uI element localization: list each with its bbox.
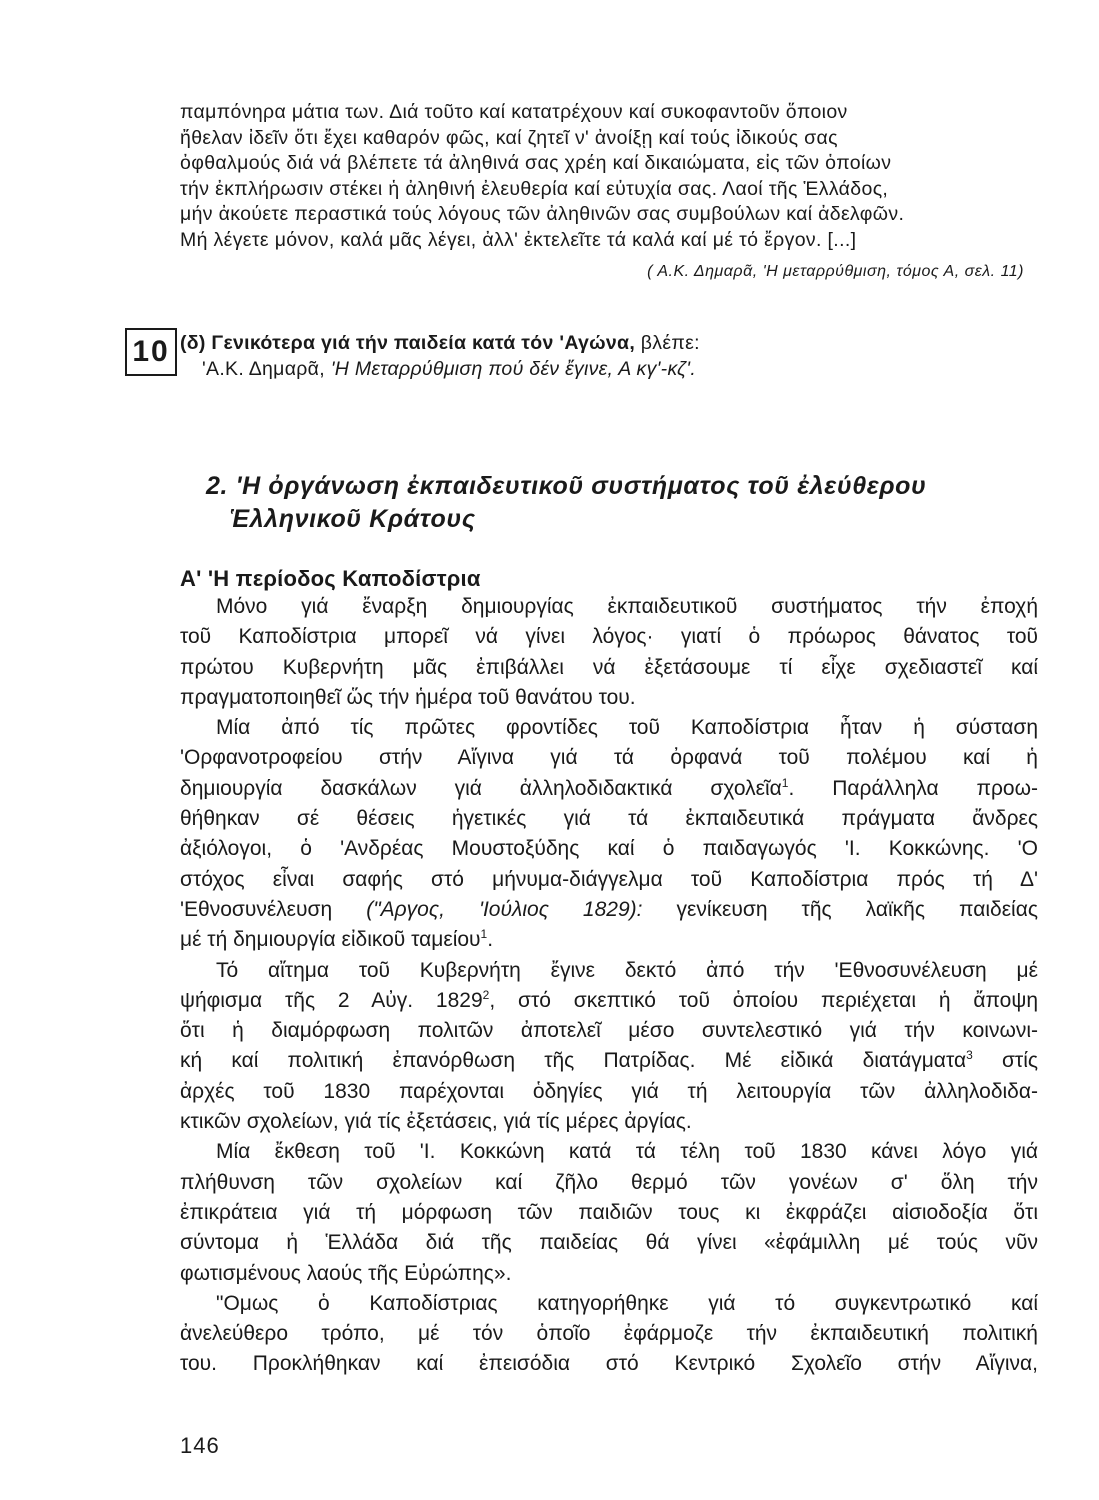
subsection-heading: Α' 'Η περίοδος Καποδίστρια	[180, 566, 481, 591]
body-text-run: ψήφισμα τῆς 2 Αὐγ. 1829	[180, 988, 483, 1012]
footnote-ref: 1	[480, 927, 488, 942]
quote-line: ἤθελαν ἰδεῖν ὅτι ἔχει καθαρόν φῶς, καί ζητεῖ ν' ἀνοίξῃ καί τούς ἰδικούς σας	[180, 126, 838, 149]
body-line: 'Ορφανοτροφείου στήν Αἴγινα γιά τά ὀρφανά τοῦ πολέμου καί ἡ	[180, 746, 1038, 770]
quote-line: τήν ἐκπλήρωσιν στέκει ἡ ἀληθινή ἐλευθερία καί εὐτυχία σας. Λαοί τῆς Ἑλλάδος,	[180, 177, 889, 200]
quote-citation: ( Α.Κ. Δημαρᾶ, 'Η μεταρρύθμιση, τόμος Α, σελ. 11)	[647, 263, 1024, 280]
body-line: ἀξιόλογοι, ὁ 'Ανδρέας Μουστοξύδης καί ὁ παιδαγωγός 'Ι. Κοκκώνης. 'Ο	[180, 837, 1038, 861]
footnote-ref: 1	[781, 775, 789, 790]
body-line: "Ομως ὁ Καποδίστριας κατηγορήθηκε γιά τό συγκεντρωτικό καί	[216, 1291, 1038, 1315]
body-line	[180, 774, 1038, 804]
body-line: ἀνελεύθερο τρόπο, μέ τόν ὁποῖο ἐφάρμοζε τήν ἐκπαιδευτική πολιτική	[180, 1322, 1038, 1346]
body-line: του. Προκλήθηκαν καί ἐπεισόδια στό Κεντρικό Σχολεῖο στήν Αἴγινα,	[180, 1352, 1038, 1376]
body-line	[180, 1046, 1038, 1076]
body-text-run: στίς	[972, 1049, 1038, 1073]
quotation-block	[180, 100, 1040, 281]
heading-line-1: 2. 'Η ὀργάνωση ἐκπαιδευτικοῦ συστήματος τοῦ ἐλεύθερου	[206, 472, 927, 500]
body-line: Μία ἀπό τίς πρῶτες φροντίδες τοῦ Καποδίστρια ἦταν ἡ σύσταση	[216, 716, 1038, 740]
body-line: σύντομα ἡ Ἑλλάδα διά τῆς παιδείας θά γίνει «ἐφάμιλλη μέ τούς νῦν	[180, 1231, 1038, 1255]
body-line: Μία ἔκθεση τοῦ 'Ι. Κοκκώνη κατά τά τέλη τοῦ 1830 κάνει λόγο γιά	[216, 1140, 1038, 1164]
footnote-ref: 2	[482, 987, 490, 1002]
body-line: θήθηκαν σέ θέσεις ἡγετικές γιά τά ἐκπαιδευτικά πράγματα ἄνδρες	[180, 807, 1038, 831]
body-line: ὅτι ἡ διαμόρφωση πολιτῶν ἀποτελεῖ μέσο συντελεστικό γιά τήν κοινωνι-	[180, 1019, 1038, 1043]
body-line	[180, 895, 1038, 925]
body-line: ἀρχές τοῦ 1830 παρέχονται ὁδηγίες γιά τή λειτουργία τῶν ἀλληλοδιδα-	[180, 1079, 1038, 1103]
quote-line: παμπόνηρα μάτια των. Διά τοῦτο καί κατατρέχουν καί συκοφαντοῦν ὅποιον	[180, 101, 848, 123]
body-line: Μόνο γιά ἔναρξη δημιουργίας ἐκπαιδευτικοῦ συστήματος τήν ἐποχή	[216, 595, 1038, 618]
reference-author: 'Α.Κ. Δημαρᾶ,	[202, 358, 331, 380]
quote-line: ὀφθαλμούς διά νά βλέπετε τά ἀληθινά σας χρέη καί δικαιώματα, εἰς τῶν ὁποίων	[180, 152, 892, 174]
reference-title: 'Η Μεταρρύθμιση πού δέν ἔγινε, Α κγ'-κζ'.	[330, 358, 697, 380]
body-text-run: κή καί πολιτική ἐπανόρθωση τῆς Πατρίδας. Μέ εἰδικά διατάγματα	[180, 1049, 967, 1073]
body-line	[180, 925, 1038, 955]
footnote-block	[180, 330, 1040, 382]
body-text-run: , στό σκεπτικό τοῦ ὁποίου περιέχεται ἡ ἄποψη	[489, 988, 1038, 1012]
body-text-run: . Παράλληλα προω-	[788, 776, 1038, 800]
body-line: κτικῶν σχολείων, γιά τίς ἐξετάσεις, γιά τίς μέρες ἀργίας.	[180, 1110, 692, 1134]
section-heading	[206, 470, 1046, 536]
page-number: 146	[180, 1433, 220, 1458]
body-line: πλήθυνση τῶν σχολείων καί ζῆλο θερμό τῶν γονέων σ' ὅλη τήν	[180, 1170, 1038, 1194]
note-label: (δ) Γενικότερα γιά τήν παιδεία κατά τόν 'Αγώνα,	[180, 332, 636, 354]
heading-line-2: Ἑλληνικοῦ Κράτους	[230, 505, 476, 533]
italic-run: ("Αργος, 'Ιούλιος 1829):	[366, 897, 643, 921]
body-line: Τό αἴτημα τοῦ Κυβερνήτη ἔγινε δεκτό ἀπό τήν 'Εθνοσυνέλευση μέ	[216, 958, 1038, 982]
body-text-run: δημιουργία δασκάλων γιά ἀλληλοδιδακτικά σχολεῖα	[180, 776, 782, 800]
body-text-run: γενίκευση τῆς λαϊκῆς παιδείας	[642, 897, 1038, 921]
body-line: πραγματοποιηθεῖ ὥς τήν ἡμέρα τοῦ θανάτου του.	[180, 685, 636, 709]
body-line: φωτισμένους λαούς τῆς Εὐρώπης».	[180, 1261, 512, 1285]
body-line: πρώτου Κυβερνήτη μᾶς ἐπιβάλλει νά ἐξετάσουμε τί εἶχε σχεδιαστεῖ καί	[180, 655, 1038, 679]
note-line	[180, 330, 1040, 356]
note-see: βλέπε:	[635, 332, 700, 354]
body-text-run: 'Εθνοσυνέλευση	[180, 897, 367, 921]
body-line: ἐπικράτεια γιά τή μόρφωση τῶν παιδιῶν τους κι ἐκφράζει αἰσιοδοξία ὅτι	[180, 1200, 1038, 1224]
body-text-run: .	[487, 928, 494, 952]
note-reference	[180, 356, 1040, 382]
quote-line: Μή λέγετε μόνον, καλά μᾶς λέγει, ἀλλ' ἐκτελεῖτε τά καλά καί μέ τό ἔργον. [...]	[180, 228, 857, 251]
body-line: στόχος εἶναι σαφής στό μήνυμα-διάγγελμα τοῦ Καποδίστρια πρός τή Δ'	[180, 867, 1038, 891]
body-text	[180, 592, 1038, 1380]
margin-marker: 10	[125, 328, 177, 376]
body-line: τοῦ Καποδίστρια μπορεῖ νά γίνει λόγος· γιατί ὁ πρόωρος θάνατος τοῦ	[180, 625, 1038, 649]
quote-line: μήν ἀκούετε περαστικά τούς λόγους τῶν ἀληθινῶν σας συμβούλων καί ἀδελφῶν.	[180, 203, 905, 225]
body-line	[180, 986, 1038, 1016]
footnote-ref: 3	[966, 1048, 973, 1063]
body-text-run: μέ τή δημιουργία εἰδικοῦ ταμείου	[180, 928, 481, 952]
